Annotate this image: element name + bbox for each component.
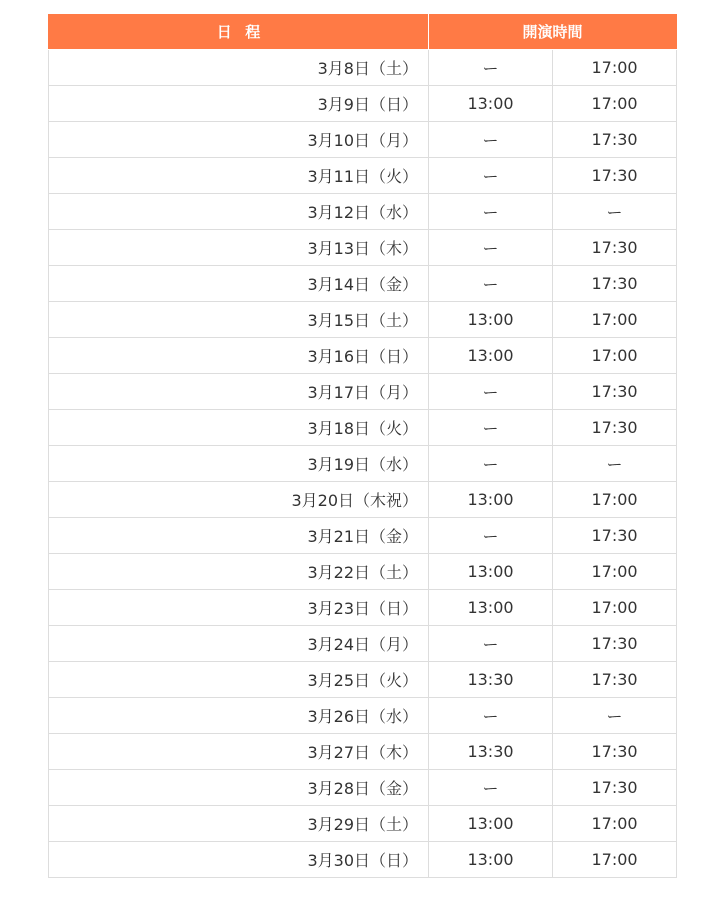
date-cell: 3月11日（火） <box>49 158 429 194</box>
date-cell: 3月13日（木） <box>49 230 429 266</box>
date-cell: 3月21日（金） <box>49 518 429 554</box>
evening-time-cell: ー <box>553 446 677 482</box>
date-cell: 3月29日（土） <box>49 806 429 842</box>
matinee-time-cell: ー <box>429 410 553 446</box>
evening-time-cell: 17:30 <box>553 770 677 806</box>
matinee-time-cell: ー <box>429 122 553 158</box>
date-cell: 3月15日（土） <box>49 302 429 338</box>
matinee-time-cell: 13:00 <box>429 554 553 590</box>
evening-time-cell: 17:00 <box>553 590 677 626</box>
table-row <box>49 590 677 626</box>
matinee-time-cell: ー <box>429 698 553 734</box>
date-cell: 3月18日（火） <box>49 410 429 446</box>
matinee-time-cell: 13:00 <box>429 482 553 518</box>
table-row <box>49 302 677 338</box>
evening-time-cell: 17:00 <box>553 86 677 122</box>
date-cell: 3月12日（水） <box>49 194 429 230</box>
matinee-time-cell: 13:00 <box>429 338 553 374</box>
evening-time-cell: 17:00 <box>553 842 677 878</box>
table-row <box>49 122 677 158</box>
table-row <box>49 806 677 842</box>
date-cell: 3月19日（水） <box>49 446 429 482</box>
table-row <box>49 626 677 662</box>
header-performance-time: 開演時間 <box>429 14 677 50</box>
matinee-time-cell: 13:00 <box>429 842 553 878</box>
evening-time-cell: 17:30 <box>553 734 677 770</box>
matinee-time-cell: ー <box>429 194 553 230</box>
table-row <box>49 230 677 266</box>
matinee-time-cell: 13:00 <box>429 86 553 122</box>
table-header <box>49 14 677 50</box>
table-row <box>49 482 677 518</box>
matinee-time-cell: ー <box>429 518 553 554</box>
evening-time-cell: ー <box>553 194 677 230</box>
evening-time-cell: 17:30 <box>553 230 677 266</box>
table-row <box>49 410 677 446</box>
evening-time-cell: 17:30 <box>553 266 677 302</box>
evening-time-cell: 17:00 <box>553 302 677 338</box>
table-row <box>49 518 677 554</box>
date-cell: 3月30日（日） <box>49 842 429 878</box>
date-cell: 3月27日（木） <box>49 734 429 770</box>
table-row <box>49 266 677 302</box>
table-row <box>49 698 677 734</box>
matinee-time-cell: ー <box>429 374 553 410</box>
evening-time-cell: 17:00 <box>553 806 677 842</box>
matinee-time-cell: 13:00 <box>429 302 553 338</box>
date-cell: 3月23日（日） <box>49 590 429 626</box>
header-row <box>49 14 677 50</box>
evening-time-cell: 17:30 <box>553 662 677 698</box>
date-cell: 3月9日（日） <box>49 86 429 122</box>
matinee-time-cell: 13:00 <box>429 806 553 842</box>
date-cell: 3月8日（土） <box>49 50 429 86</box>
matinee-time-cell: ー <box>429 446 553 482</box>
evening-time-cell: 17:00 <box>553 482 677 518</box>
table-row <box>49 50 677 86</box>
matinee-time-cell: 13:30 <box>429 734 553 770</box>
table-row <box>49 158 677 194</box>
schedule-table <box>48 14 677 878</box>
date-cell: 3月14日（金） <box>49 266 429 302</box>
header-date: 日程 <box>49 14 429 50</box>
evening-time-cell: 17:30 <box>553 410 677 446</box>
matinee-time-cell: ー <box>429 230 553 266</box>
table-row <box>49 338 677 374</box>
date-cell: 3月10日（月） <box>49 122 429 158</box>
table-row <box>49 770 677 806</box>
table-body <box>49 50 677 878</box>
table-row <box>49 554 677 590</box>
date-cell: 3月22日（土） <box>49 554 429 590</box>
evening-time-cell: 17:30 <box>553 122 677 158</box>
table-row <box>49 734 677 770</box>
date-cell: 3月17日（月） <box>49 374 429 410</box>
date-cell: 3月24日（月） <box>49 626 429 662</box>
date-cell: 3月28日（金） <box>49 770 429 806</box>
evening-time-cell: 17:30 <box>553 626 677 662</box>
matinee-time-cell: ー <box>429 770 553 806</box>
table-row <box>49 86 677 122</box>
evening-time-cell: 17:00 <box>553 338 677 374</box>
date-cell: 3月20日（木祝） <box>49 482 429 518</box>
matinee-time-cell: ー <box>429 50 553 86</box>
evening-time-cell: 17:30 <box>553 158 677 194</box>
evening-time-cell: 17:00 <box>553 50 677 86</box>
table-row <box>49 374 677 410</box>
date-cell: 3月16日（日） <box>49 338 429 374</box>
matinee-time-cell: 13:00 <box>429 590 553 626</box>
date-cell: 3月26日（水） <box>49 698 429 734</box>
matinee-time-cell: ー <box>429 158 553 194</box>
evening-time-cell: ー <box>553 698 677 734</box>
evening-time-cell: 17:30 <box>553 374 677 410</box>
date-cell: 3月25日（火） <box>49 662 429 698</box>
evening-time-cell: 17:00 <box>553 554 677 590</box>
matinee-time-cell: ー <box>429 266 553 302</box>
table-row <box>49 662 677 698</box>
table-row <box>49 194 677 230</box>
table-row <box>49 446 677 482</box>
evening-time-cell: 17:30 <box>553 518 677 554</box>
matinee-time-cell: 13:30 <box>429 662 553 698</box>
table-row <box>49 842 677 878</box>
matinee-time-cell: ー <box>429 626 553 662</box>
